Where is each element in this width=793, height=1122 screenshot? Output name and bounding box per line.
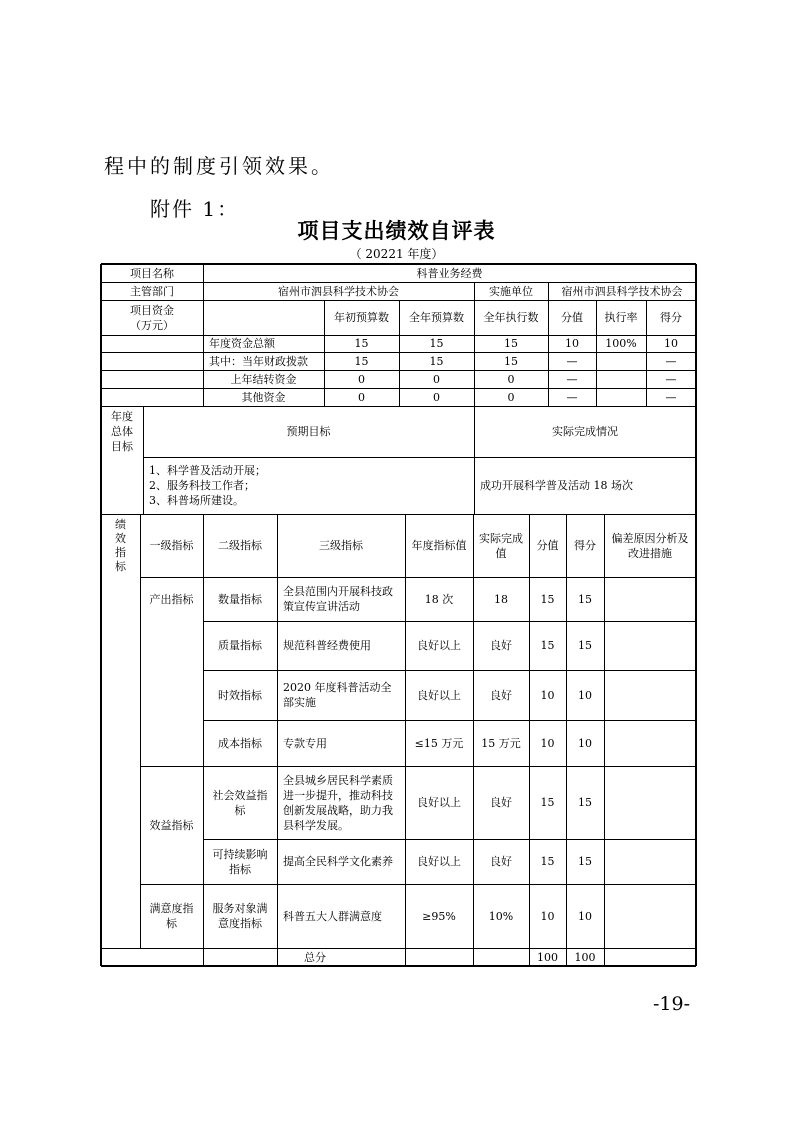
funds-col-header xyxy=(324,300,399,335)
funds-value-text: 0 xyxy=(507,390,515,404)
indicator-score-text: 15 xyxy=(578,592,592,606)
indicator-level2 xyxy=(203,670,277,720)
indicator-level2 xyxy=(203,720,277,766)
funds-col-header xyxy=(646,300,696,335)
expected-header-text: 预期目标 xyxy=(286,425,331,438)
funds-value-text: 10 xyxy=(565,337,579,350)
funds-value-text: — xyxy=(665,372,677,386)
indicator-actual xyxy=(473,766,529,839)
page-number: -19- xyxy=(653,993,691,1015)
funds-value-text: 15 xyxy=(354,354,369,368)
table-title: 项目支出绩效自评表 xyxy=(297,219,496,243)
indicator-score-value xyxy=(529,839,566,884)
attachment-label: 附件 1： xyxy=(150,197,240,221)
impl-label-text: 实施单位 xyxy=(489,284,533,298)
indicator-actual-text: 良好 xyxy=(490,688,512,702)
funds-value xyxy=(474,388,548,406)
funds-row-label-text: 其他资金 xyxy=(241,390,286,404)
indicators-side-label-text: 绩效指标 xyxy=(115,518,126,573)
funds-value xyxy=(548,370,596,388)
funds-value-text: 15 xyxy=(504,337,518,350)
indicator-target xyxy=(405,577,473,621)
funds-value xyxy=(399,388,474,406)
funds-value xyxy=(399,352,474,370)
indicator-target xyxy=(405,621,473,670)
indicator-actual-text: 10% xyxy=(488,909,514,923)
funds-row-label-text: 上年结转资金 xyxy=(230,372,297,386)
indicator-header-deviation xyxy=(604,514,696,577)
indicator-score-value-text: 10 xyxy=(540,909,555,923)
indicator-level1-text: 效益指标 xyxy=(149,818,194,832)
indicator-level1-text: 满意度指标 xyxy=(149,902,194,930)
indicator-level1 xyxy=(140,884,203,948)
indicator-actual-text: 良好 xyxy=(490,639,512,652)
funds-value-text: 15 xyxy=(354,337,369,350)
indicator-target-text: 良好以上 xyxy=(417,639,461,652)
expected-goals-line: 3、科普场所建设。 xyxy=(149,494,244,507)
funds-col-header xyxy=(474,300,548,335)
indicator-target xyxy=(405,720,473,766)
indicator-actual xyxy=(473,577,529,621)
indicator-header-target xyxy=(405,514,473,577)
total-score xyxy=(566,948,604,966)
indicator-level2-text: 可持续影响指标 xyxy=(212,847,268,876)
funds-value xyxy=(474,352,548,370)
funds-col-header-text: 全年预算数 xyxy=(409,311,464,324)
indicator-level3 xyxy=(277,621,405,670)
intro-line: 程中的制度引领效果。 xyxy=(104,154,334,178)
project-name-value xyxy=(203,264,696,282)
indicator-level2 xyxy=(203,766,277,839)
impl-value-text: 宿州市泗县科学技术协会 xyxy=(561,284,683,298)
goals-side-label-line: 目标 xyxy=(111,440,133,453)
total-score-text: 100 xyxy=(574,950,596,964)
expected-goals-line: 1、科学普及活动开展； xyxy=(149,464,266,477)
dept-value xyxy=(203,282,474,300)
funds-value xyxy=(474,370,548,388)
total-score-value-text: 100 xyxy=(537,950,558,964)
indicator-actual-text: 良好 xyxy=(490,855,512,868)
funds-value-text: 15 xyxy=(429,337,444,350)
funds-col-header-text: 分值 xyxy=(561,311,583,324)
indicator-header-deviation-text: 偏差原因分析及改进措施 xyxy=(611,531,689,560)
funds-value xyxy=(324,388,399,406)
indicator-score xyxy=(566,621,604,670)
indicator-score-text: 10 xyxy=(578,736,592,750)
indicator-score-text: 10 xyxy=(578,909,592,923)
indicator-score-value xyxy=(529,884,566,948)
indicator-level2-text: 服务对象满意度指标 xyxy=(212,902,268,930)
funds-row-label xyxy=(203,335,324,352)
funds-value-text: 0 xyxy=(507,372,515,386)
indicator-level2 xyxy=(203,884,277,948)
indicator-actual-text: 良好 xyxy=(490,796,512,809)
indicator-target-text: 良好以上 xyxy=(417,796,461,809)
indicator-header-score-value xyxy=(529,514,566,577)
project-name-label xyxy=(101,264,203,282)
funds-row-label-text: 年度资金总额 xyxy=(209,337,275,350)
funds-value xyxy=(324,335,399,352)
total-score-value xyxy=(529,948,566,966)
funds-value-text: 10 xyxy=(664,337,678,350)
indicator-level3 xyxy=(277,839,405,884)
expected-goals xyxy=(143,457,474,514)
dept-label-text: 主管部门 xyxy=(130,284,174,298)
funds-value-text: — xyxy=(665,354,677,368)
funds-value-text: 15 xyxy=(429,354,444,368)
indicator-level3-text: 规范科普经费使用 xyxy=(283,639,371,652)
indicator-target xyxy=(405,839,473,884)
indicator-actual xyxy=(473,621,529,670)
total-label-text: 总分 xyxy=(304,950,326,964)
indicator-score-value xyxy=(529,621,566,670)
indicator-actual xyxy=(473,670,529,720)
indicator-score xyxy=(566,670,604,720)
funds-value xyxy=(596,335,646,352)
funds-value-text: 0 xyxy=(358,372,365,386)
funds-value-text: — xyxy=(566,372,578,386)
indicator-actual-text: 18 xyxy=(494,592,508,606)
funds-value-text: — xyxy=(566,390,578,404)
indicator-level3-text: 2020 年度科普活动全部实施 xyxy=(283,681,392,709)
table-rule xyxy=(101,335,203,336)
indicator-actual xyxy=(473,839,529,884)
indicator-level2-text: 时效指标 xyxy=(218,688,262,702)
indicator-score xyxy=(566,839,604,884)
dept-label xyxy=(101,282,203,300)
funds-label-line: 项目资金 xyxy=(130,303,174,317)
funds-value xyxy=(646,335,696,352)
indicator-target xyxy=(405,884,473,948)
indicator-target-text: 良好以上 xyxy=(417,688,461,702)
year-note: （ 20221 年度） xyxy=(349,247,444,261)
indicator-score-value-text: 15 xyxy=(540,639,555,652)
expected-goals-line: 2、服务科技工作者； xyxy=(149,479,255,492)
funds-value xyxy=(399,335,474,352)
indicator-level2-text: 质量指标 xyxy=(218,639,262,652)
indicator-score-text: 10 xyxy=(578,688,592,702)
expected-header xyxy=(143,406,474,457)
indicator-score-value-text: 10 xyxy=(540,688,555,702)
indicator-level3-text: 提高全民科学文化素养 xyxy=(283,855,393,868)
funds-col-header-text: 得分 xyxy=(660,311,682,324)
indicator-level3-text: 全县范围内开展科技政策宣传宣讲活动 xyxy=(283,585,393,613)
indicator-header-level1-text: 一级指标 xyxy=(149,539,194,552)
indicator-level2-text: 数量指标 xyxy=(218,592,262,606)
funds-label-line: （万元） xyxy=(130,318,174,332)
indicator-target-text: 良好以上 xyxy=(417,855,461,868)
indicator-level1-text: 产出指标 xyxy=(149,592,194,606)
funds-value xyxy=(399,370,474,388)
indicator-level3 xyxy=(277,884,405,948)
funds-row-label-text: 其中：当年财政拨款 xyxy=(209,354,308,368)
indicator-level3 xyxy=(277,766,405,839)
project-name-value-text: 科普业务经费 xyxy=(416,266,483,280)
funds-value xyxy=(646,388,696,406)
indicator-score-value xyxy=(529,720,566,766)
goals-side-label-line: 总体 xyxy=(111,425,133,438)
actual-header-text: 实际完成情况 xyxy=(552,425,618,438)
funds-value-text: — xyxy=(665,390,677,404)
funds-value xyxy=(646,370,696,388)
funds-value xyxy=(324,352,399,370)
indicator-level2 xyxy=(203,577,277,621)
funds-col-header xyxy=(548,300,596,335)
indicator-score xyxy=(566,884,604,948)
indicator-target-text: 18 次 xyxy=(424,592,454,606)
indicator-level2 xyxy=(203,839,277,884)
impl-value xyxy=(548,282,696,300)
funds-value xyxy=(596,388,646,406)
indicator-level3-text: 专款专用 xyxy=(283,736,327,750)
indicator-header-level3-text: 三级指标 xyxy=(319,539,363,552)
indicator-level3 xyxy=(277,670,405,720)
indicator-score-text: 15 xyxy=(578,796,592,809)
indicator-score xyxy=(566,766,604,839)
funds-value xyxy=(474,335,548,352)
funds-value xyxy=(596,352,646,370)
funds-label xyxy=(101,300,203,335)
indicator-level3-text: 全县城乡居民科学素质进一步提升，推动科技创新发展战略，助力我县科学发展。 xyxy=(283,773,393,832)
funds-value-text: 0 xyxy=(433,372,440,386)
indicator-target xyxy=(405,670,473,720)
funds-value-text: 0 xyxy=(433,390,440,404)
indicator-level1 xyxy=(140,577,203,621)
indicator-score-value xyxy=(529,766,566,839)
indicator-score-value-text: 15 xyxy=(540,592,555,606)
impl-label xyxy=(474,282,548,300)
goals-side-label xyxy=(101,406,143,457)
funds-col-header-text: 执行率 xyxy=(604,311,638,324)
indicator-actual-text: 15 万元 xyxy=(481,736,521,750)
indicator-score xyxy=(566,577,604,621)
indicator-score-value xyxy=(529,577,566,621)
funds-row-label xyxy=(203,388,324,406)
funds-value-text: — xyxy=(566,354,578,368)
indicator-header-target-text: 年度指标值 xyxy=(411,539,467,552)
funds-value xyxy=(324,370,399,388)
indicator-level2-text: 社会效益指标 xyxy=(212,788,268,817)
indicator-actual xyxy=(473,720,529,766)
actual-goals xyxy=(474,457,696,514)
dept-value-text: 宿州市泗县科学技术协会 xyxy=(278,284,399,298)
funds-col-header xyxy=(399,300,474,335)
project-name-label-text: 项目名称 xyxy=(130,266,174,280)
funds-value xyxy=(548,335,596,352)
indicator-level1 xyxy=(140,766,203,884)
funds-row-label xyxy=(203,370,324,388)
indicator-header-score xyxy=(566,514,604,577)
indicator-target-text: ≥95% xyxy=(422,909,456,923)
indicator-level2-text: 成本指标 xyxy=(218,736,262,750)
funds-value xyxy=(548,352,596,370)
funds-row-label xyxy=(203,352,324,370)
indicator-score-value-text: 15 xyxy=(540,855,555,868)
actual-header xyxy=(474,406,696,457)
indicator-score-value-text: 15 xyxy=(540,796,555,809)
indicator-header-score-value-text: 分值 xyxy=(536,539,559,552)
indicator-level3-text: 科普五大人群满意度 xyxy=(283,909,382,923)
indicator-header-level3 xyxy=(277,514,405,577)
indicator-score-value xyxy=(529,670,566,720)
total-label xyxy=(101,948,529,966)
indicators-side-label xyxy=(101,514,140,578)
indicator-level2 xyxy=(203,621,277,670)
indicator-header-actual-text: 实际完成值 xyxy=(479,531,523,560)
indicator-target xyxy=(405,766,473,839)
funds-value xyxy=(596,370,646,388)
actual-goals-text: 成功开展科学普及活动 18 场次 xyxy=(480,479,633,492)
indicator-score-value-text: 10 xyxy=(540,736,555,750)
indicator-score-text: 15 xyxy=(578,639,592,652)
funds-value-text: 0 xyxy=(358,390,365,404)
indicator-target-text: ≤15 万元 xyxy=(414,736,464,750)
funds-value-text: 100% xyxy=(605,337,637,350)
funds-col-header xyxy=(596,300,646,335)
funds-value xyxy=(646,352,696,370)
funds-col-header-text: 年初预算数 xyxy=(334,311,389,324)
indicator-score xyxy=(566,720,604,766)
goals-side-label-line: 年度 xyxy=(111,410,133,423)
funds-value xyxy=(548,388,596,406)
funds-col-header-text: 全年执行数 xyxy=(483,311,539,324)
indicator-header-level2 xyxy=(203,514,277,577)
indicator-header-actual xyxy=(473,514,529,577)
indicator-header-level2-text: 二级指标 xyxy=(218,539,262,552)
indicator-level3 xyxy=(277,720,405,766)
indicator-header-score-text: 得分 xyxy=(574,539,596,552)
indicator-actual xyxy=(473,884,529,948)
indicator-level3 xyxy=(277,577,405,621)
funds-value-text: 15 xyxy=(504,354,518,368)
indicator-score-text: 15 xyxy=(578,855,592,868)
indicator-header-level1 xyxy=(140,514,203,577)
